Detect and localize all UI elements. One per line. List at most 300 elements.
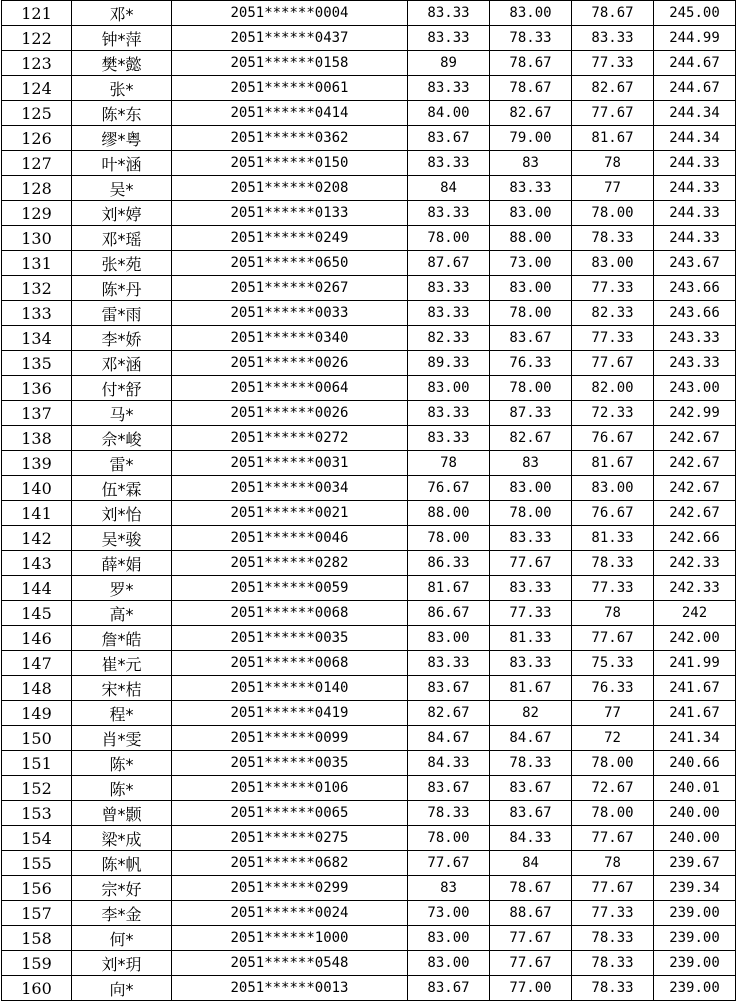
score-2-cell: 78.00 (490, 301, 572, 326)
name-cell: 付*舒 (72, 376, 172, 401)
table-row (2, 701, 736, 726)
rank-cell: 138 (2, 426, 72, 451)
rank-cell: 122 (2, 26, 72, 51)
score-2-cell: 78.33 (490, 26, 572, 51)
id-cell: 2051******0299 (172, 876, 408, 901)
total-cell: 242.00 (654, 626, 736, 651)
score-3-cell: 77 (572, 701, 654, 726)
rank-cell: 148 (2, 676, 72, 701)
score-3-cell: 76.67 (572, 501, 654, 526)
id-cell: 2051******0437 (172, 26, 408, 51)
score-1-cell: 83.33 (408, 76, 490, 101)
rank-cell: 155 (2, 851, 72, 876)
score-3-cell: 77.67 (572, 826, 654, 851)
score-1-cell: 84.33 (408, 751, 490, 776)
score-table (1, 0, 736, 1001)
name-cell: 樊*懿 (72, 51, 172, 76)
total-cell: 243.66 (654, 276, 736, 301)
table-row (2, 801, 736, 826)
total-cell: 242.67 (654, 451, 736, 476)
name-cell: 张*苑 (72, 251, 172, 276)
total-cell: 241.67 (654, 676, 736, 701)
score-3-cell: 81.67 (572, 126, 654, 151)
rank-cell: 150 (2, 726, 72, 751)
total-cell: 244.33 (654, 226, 736, 251)
id-cell: 2051******0059 (172, 576, 408, 601)
name-cell: 刘*怡 (72, 501, 172, 526)
rank-cell: 129 (2, 201, 72, 226)
score-3-cell: 78.00 (572, 801, 654, 826)
rank-cell: 127 (2, 151, 72, 176)
rank-cell: 146 (2, 626, 72, 651)
id-cell: 2051******0650 (172, 251, 408, 276)
table-row (2, 651, 736, 676)
score-3-cell: 77.67 (572, 876, 654, 901)
score-3-cell: 78.00 (572, 201, 654, 226)
rank-cell: 158 (2, 926, 72, 951)
score-3-cell: 77.33 (572, 51, 654, 76)
score-3-cell: 82.00 (572, 376, 654, 401)
rank-cell: 135 (2, 351, 72, 376)
table-row (2, 476, 736, 501)
total-cell: 239.00 (654, 951, 736, 976)
score-2-cell: 83.67 (490, 326, 572, 351)
rank-cell: 143 (2, 551, 72, 576)
score-1-cell: 83.33 (408, 276, 490, 301)
name-cell: 崔*元 (72, 651, 172, 676)
score-1-cell: 83.33 (408, 426, 490, 451)
total-cell: 244.33 (654, 201, 736, 226)
score-2-cell: 77.33 (490, 601, 572, 626)
table-row (2, 326, 736, 351)
table-row (2, 726, 736, 751)
score-3-cell: 77.33 (572, 326, 654, 351)
score-2-cell: 77.67 (490, 926, 572, 951)
table-row (2, 501, 736, 526)
score-1-cell: 84 (408, 176, 490, 201)
id-cell: 2051******0682 (172, 851, 408, 876)
score-3-cell: 77 (572, 176, 654, 201)
rank-cell: 156 (2, 876, 72, 901)
score-3-cell: 82.67 (572, 76, 654, 101)
total-cell: 242.67 (654, 501, 736, 526)
score-3-cell: 82.33 (572, 301, 654, 326)
score-2-cell: 83 (490, 151, 572, 176)
score-2-cell: 88.00 (490, 226, 572, 251)
table-row (2, 1, 736, 26)
score-2-cell: 83.33 (490, 526, 572, 551)
id-cell: 2051******0275 (172, 826, 408, 851)
total-cell: 242.66 (654, 526, 736, 551)
total-cell: 244.34 (654, 126, 736, 151)
score-1-cell: 83.33 (408, 651, 490, 676)
table-row (2, 226, 736, 251)
score-3-cell: 78.33 (572, 976, 654, 1001)
total-cell: 243.33 (654, 351, 736, 376)
total-cell: 242.33 (654, 576, 736, 601)
rank-cell: 130 (2, 226, 72, 251)
score-3-cell: 72.33 (572, 401, 654, 426)
score-2-cell: 82.67 (490, 101, 572, 126)
score-2-cell: 82 (490, 701, 572, 726)
total-cell: 242 (654, 601, 736, 626)
score-1-cell: 81.67 (408, 576, 490, 601)
score-1-cell: 83.00 (408, 626, 490, 651)
total-cell: 241.67 (654, 701, 736, 726)
table-row (2, 626, 736, 651)
score-2-cell: 81.67 (490, 676, 572, 701)
score-1-cell: 83.67 (408, 676, 490, 701)
table-row (2, 301, 736, 326)
score-1-cell: 83.33 (408, 26, 490, 51)
name-cell: 吴* (72, 176, 172, 201)
score-1-cell: 84.00 (408, 101, 490, 126)
total-cell: 239.67 (654, 851, 736, 876)
score-1-cell: 89.33 (408, 351, 490, 376)
total-cell: 244.33 (654, 151, 736, 176)
score-2-cell: 83.67 (490, 776, 572, 801)
name-cell: 何* (72, 926, 172, 951)
name-cell: 邓* (72, 1, 172, 26)
score-3-cell: 72 (572, 726, 654, 751)
id-cell: 2051******0548 (172, 951, 408, 976)
score-2-cell: 83.00 (490, 476, 572, 501)
name-cell: 马* (72, 401, 172, 426)
score-1-cell: 73.00 (408, 901, 490, 926)
id-cell: 2051******0026 (172, 401, 408, 426)
name-cell: 叶*涵 (72, 151, 172, 176)
score-2-cell: 83.33 (490, 576, 572, 601)
id-cell: 2051******0208 (172, 176, 408, 201)
rank-cell: 131 (2, 251, 72, 276)
score-1-cell: 82.33 (408, 326, 490, 351)
total-cell: 240.01 (654, 776, 736, 801)
score-3-cell: 77.67 (572, 101, 654, 126)
name-cell: 佘*峻 (72, 426, 172, 451)
table-row (2, 776, 736, 801)
score-1-cell: 83.33 (408, 151, 490, 176)
name-cell: 邓*涵 (72, 351, 172, 376)
id-cell: 2051******0046 (172, 526, 408, 551)
total-cell: 240.66 (654, 751, 736, 776)
score-3-cell: 77.67 (572, 626, 654, 651)
id-cell: 2051******0026 (172, 351, 408, 376)
score-2-cell: 77.00 (490, 976, 572, 1001)
total-cell: 239.00 (654, 926, 736, 951)
score-1-cell: 83.00 (408, 951, 490, 976)
id-cell: 2051******0013 (172, 976, 408, 1001)
score-3-cell: 76.33 (572, 676, 654, 701)
id-cell: 2051******0068 (172, 601, 408, 626)
score-3-cell: 78.33 (572, 551, 654, 576)
id-cell: 2051******0061 (172, 76, 408, 101)
score-2-cell: 78.00 (490, 376, 572, 401)
table-row (2, 201, 736, 226)
score-2-cell: 77.67 (490, 551, 572, 576)
score-1-cell: 78.00 (408, 526, 490, 551)
score-3-cell: 78 (572, 851, 654, 876)
rank-cell: 153 (2, 801, 72, 826)
id-cell: 2051******0362 (172, 126, 408, 151)
name-cell: 罗* (72, 576, 172, 601)
score-3-cell: 83.00 (572, 476, 654, 501)
score-2-cell: 82.67 (490, 426, 572, 451)
id-cell: 2051******0035 (172, 626, 408, 651)
table-row (2, 851, 736, 876)
name-cell: 梁*成 (72, 826, 172, 851)
score-2-cell: 78.00 (490, 501, 572, 526)
score-1-cell: 83.33 (408, 1, 490, 26)
id-cell: 2051******0099 (172, 726, 408, 751)
score-2-cell: 73.00 (490, 251, 572, 276)
table-row (2, 976, 736, 1001)
table-row (2, 101, 736, 126)
total-cell: 243.33 (654, 326, 736, 351)
score-1-cell: 78.00 (408, 826, 490, 851)
id-cell: 2051******0272 (172, 426, 408, 451)
rank-cell: 123 (2, 51, 72, 76)
score-3-cell: 78.33 (572, 926, 654, 951)
name-cell: 向* (72, 976, 172, 1001)
total-cell: 243.67 (654, 251, 736, 276)
table-row (2, 151, 736, 176)
score-2-cell: 77.67 (490, 951, 572, 976)
table-row (2, 251, 736, 276)
id-cell: 2051******1000 (172, 926, 408, 951)
name-cell: 曾*颢 (72, 801, 172, 826)
name-cell: 雷*雨 (72, 301, 172, 326)
score-1-cell: 86.67 (408, 601, 490, 626)
table-row (2, 926, 736, 951)
score-2-cell: 83.00 (490, 201, 572, 226)
score-3-cell: 81.33 (572, 526, 654, 551)
score-3-cell: 75.33 (572, 651, 654, 676)
total-cell: 243.00 (654, 376, 736, 401)
table-body (2, 1, 736, 1001)
score-2-cell: 81.33 (490, 626, 572, 651)
name-cell: 钟*萍 (72, 26, 172, 51)
total-cell: 241.34 (654, 726, 736, 751)
rank-cell: 159 (2, 951, 72, 976)
score-2-cell: 83.00 (490, 276, 572, 301)
total-cell: 241.99 (654, 651, 736, 676)
table-row (2, 551, 736, 576)
id-cell: 2051******0024 (172, 901, 408, 926)
total-cell: 244.99 (654, 26, 736, 51)
name-cell: 陈*东 (72, 101, 172, 126)
id-cell: 2051******0150 (172, 151, 408, 176)
name-cell: 刘*婷 (72, 201, 172, 226)
score-3-cell: 83.33 (572, 26, 654, 51)
id-cell: 2051******0133 (172, 201, 408, 226)
score-1-cell: 86.33 (408, 551, 490, 576)
table-row (2, 451, 736, 476)
id-cell: 2051******0021 (172, 501, 408, 526)
name-cell: 陈*帆 (72, 851, 172, 876)
id-cell: 2051******0158 (172, 51, 408, 76)
score-2-cell: 78.67 (490, 76, 572, 101)
id-cell: 2051******0034 (172, 476, 408, 501)
score-3-cell: 78.33 (572, 951, 654, 976)
id-cell: 2051******0267 (172, 276, 408, 301)
score-2-cell: 87.33 (490, 401, 572, 426)
score-2-cell: 78.33 (490, 751, 572, 776)
rank-cell: 137 (2, 401, 72, 426)
rank-cell: 133 (2, 301, 72, 326)
rank-cell: 125 (2, 101, 72, 126)
score-3-cell: 76.67 (572, 426, 654, 451)
rank-cell: 160 (2, 976, 72, 1001)
rank-cell: 132 (2, 276, 72, 301)
score-1-cell: 84.67 (408, 726, 490, 751)
rank-cell: 141 (2, 501, 72, 526)
table-row (2, 901, 736, 926)
id-cell: 2051******0140 (172, 676, 408, 701)
total-cell: 244.33 (654, 176, 736, 201)
score-2-cell: 83.33 (490, 176, 572, 201)
table-row (2, 376, 736, 401)
id-cell: 2051******0340 (172, 326, 408, 351)
table-row (2, 126, 736, 151)
score-1-cell: 78 (408, 451, 490, 476)
rank-cell: 142 (2, 526, 72, 551)
total-cell: 239.00 (654, 976, 736, 1001)
name-cell: 宗*好 (72, 876, 172, 901)
rank-cell: 154 (2, 826, 72, 851)
id-cell: 2051******0004 (172, 1, 408, 26)
name-cell: 薛*娟 (72, 551, 172, 576)
table-row (2, 76, 736, 101)
score-1-cell: 82.67 (408, 701, 490, 726)
table-row (2, 176, 736, 201)
total-cell: 244.34 (654, 101, 736, 126)
score-2-cell: 84.33 (490, 826, 572, 851)
score-2-cell: 83.00 (490, 1, 572, 26)
name-cell: 伍*霖 (72, 476, 172, 501)
score-1-cell: 83.33 (408, 401, 490, 426)
rank-cell: 134 (2, 326, 72, 351)
score-3-cell: 83.00 (572, 251, 654, 276)
rank-cell: 151 (2, 751, 72, 776)
score-3-cell: 77.33 (572, 576, 654, 601)
id-cell: 2051******0419 (172, 701, 408, 726)
score-1-cell: 88.00 (408, 501, 490, 526)
name-cell: 陈*丹 (72, 276, 172, 301)
id-cell: 2051******0031 (172, 451, 408, 476)
id-cell: 2051******0064 (172, 376, 408, 401)
score-2-cell: 83 (490, 451, 572, 476)
score-1-cell: 83.67 (408, 976, 490, 1001)
score-3-cell: 77.67 (572, 351, 654, 376)
id-cell: 2051******0033 (172, 301, 408, 326)
total-cell: 240.00 (654, 801, 736, 826)
name-cell: 詹*皓 (72, 626, 172, 651)
name-cell: 刘*玥 (72, 951, 172, 976)
total-cell: 242.67 (654, 426, 736, 451)
score-3-cell: 77.33 (572, 276, 654, 301)
score-1-cell: 89 (408, 51, 490, 76)
score-3-cell: 78 (572, 601, 654, 626)
score-3-cell: 78.33 (572, 226, 654, 251)
id-cell: 2051******0414 (172, 101, 408, 126)
rank-cell: 140 (2, 476, 72, 501)
id-cell: 2051******0065 (172, 801, 408, 826)
name-cell: 李*金 (72, 901, 172, 926)
rank-cell: 139 (2, 451, 72, 476)
score-1-cell: 83.67 (408, 776, 490, 801)
total-cell: 239.34 (654, 876, 736, 901)
rank-cell: 152 (2, 776, 72, 801)
table-row (2, 526, 736, 551)
id-cell: 2051******0035 (172, 751, 408, 776)
score-2-cell: 84.67 (490, 726, 572, 751)
table-row (2, 51, 736, 76)
score-2-cell: 84 (490, 851, 572, 876)
rank-cell: 121 (2, 1, 72, 26)
table-row (2, 826, 736, 851)
total-cell: 242.99 (654, 401, 736, 426)
rank-cell: 126 (2, 126, 72, 151)
total-cell: 244.67 (654, 76, 736, 101)
rank-cell: 144 (2, 576, 72, 601)
table-row (2, 26, 736, 51)
score-1-cell: 78.00 (408, 226, 490, 251)
total-cell: 245.00 (654, 1, 736, 26)
score-2-cell: 79.00 (490, 126, 572, 151)
table-row (2, 426, 736, 451)
total-cell: 243.66 (654, 301, 736, 326)
total-cell: 240.00 (654, 826, 736, 851)
table-row (2, 951, 736, 976)
rank-cell: 128 (2, 176, 72, 201)
total-cell: 239.00 (654, 901, 736, 926)
name-cell: 邓*瑶 (72, 226, 172, 251)
rank-cell: 149 (2, 701, 72, 726)
id-cell: 2051******0068 (172, 651, 408, 676)
name-cell: 李*娇 (72, 326, 172, 351)
name-cell: 高* (72, 601, 172, 626)
score-2-cell: 88.67 (490, 901, 572, 926)
name-cell: 吴*骏 (72, 526, 172, 551)
score-3-cell: 72.67 (572, 776, 654, 801)
name-cell: 程* (72, 701, 172, 726)
name-cell: 陈* (72, 751, 172, 776)
score-1-cell: 83.67 (408, 126, 490, 151)
score-2-cell: 83.67 (490, 801, 572, 826)
score-2-cell: 78.67 (490, 876, 572, 901)
score-1-cell: 83.00 (408, 376, 490, 401)
id-cell: 2051******0282 (172, 551, 408, 576)
id-cell: 2051******0106 (172, 776, 408, 801)
total-cell: 242.33 (654, 551, 736, 576)
table-row (2, 751, 736, 776)
table-row (2, 351, 736, 376)
score-1-cell: 77.67 (408, 851, 490, 876)
table-row (2, 576, 736, 601)
name-cell: 张* (72, 76, 172, 101)
score-2-cell: 83.33 (490, 651, 572, 676)
table-row (2, 401, 736, 426)
total-cell: 244.67 (654, 51, 736, 76)
rank-cell: 136 (2, 376, 72, 401)
id-cell: 2051******0249 (172, 226, 408, 251)
name-cell: 缪*粤 (72, 126, 172, 151)
score-1-cell: 78.33 (408, 801, 490, 826)
score-2-cell: 76.33 (490, 351, 572, 376)
table-row (2, 876, 736, 901)
score-3-cell: 77.33 (572, 901, 654, 926)
score-3-cell: 81.67 (572, 451, 654, 476)
